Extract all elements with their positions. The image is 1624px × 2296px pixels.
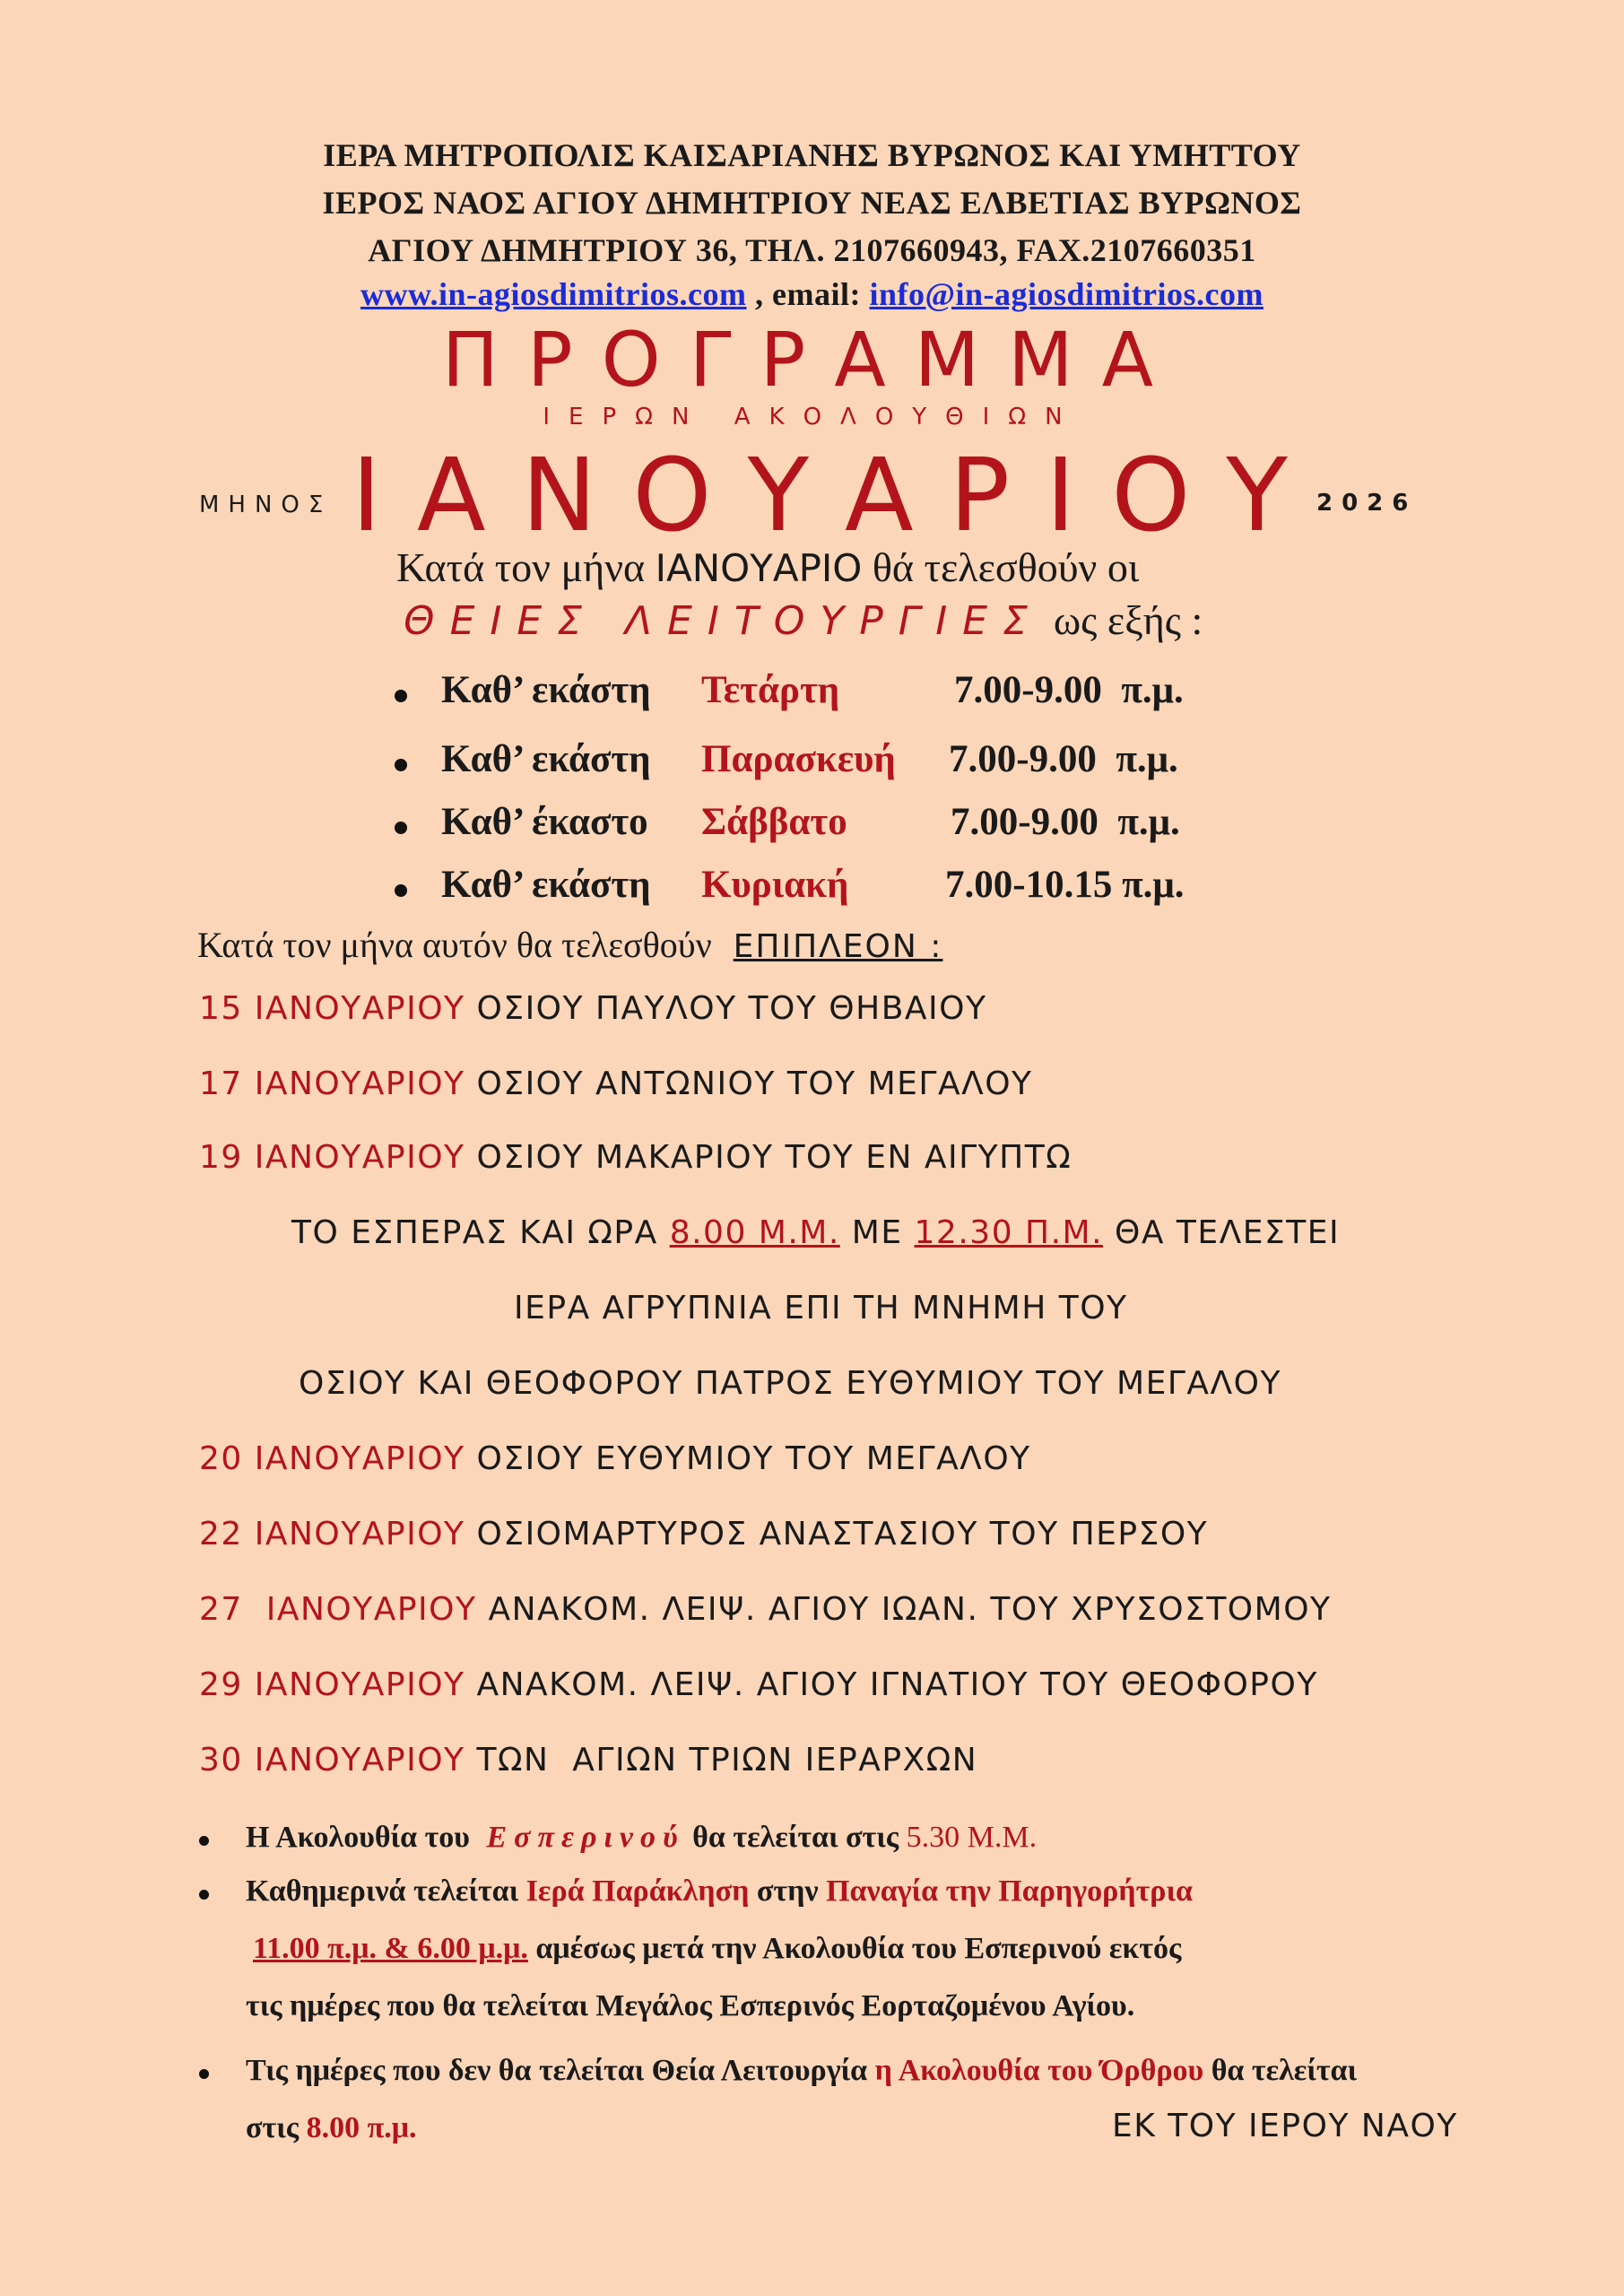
note-1-mid: θα τελείται στις xyxy=(692,1821,899,1854)
schedule-time: 7.00-9.00 π.μ. xyxy=(949,738,1178,780)
feast-row xyxy=(199,990,986,1027)
feast-date: 30 ΙΑΝΟΥΑΡΙΟΥ xyxy=(199,1742,465,1779)
intro-pre: Κατά τον μήνα xyxy=(396,544,646,590)
feast-date: 17 ΙΑΝΟΥΑΡΙΟΥ xyxy=(199,1065,465,1102)
note-1-time: 5.30 Μ.Μ. xyxy=(906,1821,1038,1854)
month-title: ΙΑΝΟΥΑΡΙΟΥ xyxy=(352,438,1324,554)
note-2-l2-post: αμέσως μετά την Ακολουθία του Εσπερινού εκτός xyxy=(535,1932,1182,1965)
note-2-line-2 xyxy=(253,1932,1181,1966)
bullet-icon xyxy=(395,822,407,834)
note-3-pre: Τις ημέρες που δεν θα τελείται Θεία Λειτουργία xyxy=(246,2054,868,2087)
year: 2026 xyxy=(1316,490,1418,517)
feast-row xyxy=(199,1065,1033,1102)
feast-row xyxy=(199,1742,977,1779)
note-3-l2-pre: στις xyxy=(246,2111,300,2144)
note-2-pre: Καθημερινά τελείται xyxy=(246,1874,519,1908)
feast-text: ΑΝΑΚΟΜ. ΛΕΙΨ. ΑΓΙΟΥ ΙΓΝΑΤΙΟΥ ΤΟΥ ΘΕΟΦΟΡΟΥ xyxy=(476,1666,1318,1703)
feast-text: ΟΣΙΟΥ ΜΑΚΑΡΙΟΥ ΤΟΥ ΕΝ ΑΙΓΥΠΤΩ xyxy=(476,1139,1073,1176)
schedule-time: 7.00-9.00 π.μ. xyxy=(954,669,1184,711)
bullet-icon xyxy=(395,759,407,771)
vigil-line-2: ΙΕΡΑ ΑΓΡΥΠΝΙΑ ΕΠΙ ΤΗ ΜΝΗΜΗ ΤΟΥ xyxy=(514,1290,1128,1326)
feast-row xyxy=(199,1516,1208,1552)
website-link[interactable]: www.in-agiosdimitrios.com xyxy=(360,276,747,312)
header-line-1: ΙΕΡΑ ΜΗΤΡΟΠΟΛΙΣ ΚΑΙΣΑΡΙΑΝΗΣ ΒΥΡΩΝΟΣ ΚΑΙ ΥΜΗΤΤΟΥ xyxy=(323,137,1301,173)
feast-date: 27 ΙΑΝΟΥΑΡΙΟΥ xyxy=(199,1591,477,1628)
schedule-day: Σάββατο xyxy=(701,801,847,843)
feast-text: ΟΣΙΟΥ ΑΝΤΩΝΙΟΥ ΤΟΥ ΜΕΓΑΛΟΥ xyxy=(476,1065,1033,1102)
vigil-post: ΘΑ ΤΕΛΕΣΤΕΙ xyxy=(1115,1214,1341,1251)
intro-month: ΙΑΝΟΥΑΡΙΟ xyxy=(655,546,863,590)
contact-line xyxy=(0,275,1624,313)
note-3-red: η Ακολουθία του Όρθρου xyxy=(874,2054,1204,2087)
feast-text: ΤΩΝ ΑΓΙΩΝ ΤΡΙΩΝ ΙΕΡΑΡΧΩΝ xyxy=(476,1742,978,1779)
schedule-time: 7.00-9.00 π.μ. xyxy=(951,801,1180,843)
note-2-red-1: Ιερά Παράκληση xyxy=(525,1874,750,1908)
schedule-time: 7.00-10.15 π.μ. xyxy=(945,864,1185,906)
liturgies-title: ΘΕΙΕΣ ΛΕΙΤΟΥΡΓΙΕΣ xyxy=(404,598,1043,644)
feast-date: 29 ΙΑΝΟΥΑΡΙΟΥ xyxy=(199,1666,465,1703)
note-2-mid: στην xyxy=(756,1874,819,1908)
intro-post: θά τελεσθούν οι xyxy=(872,544,1140,590)
vigil-line-1 xyxy=(291,1214,1340,1251)
note-1 xyxy=(199,1821,1571,1855)
schedule-day: Παρασκευή xyxy=(701,738,896,780)
signature: ΕΚ ΤΟΥ ΙΕΡΟΥ ΝΑΟΥ xyxy=(1112,2108,1458,2144)
feast-date: 20 ΙΑΝΟΥΑΡΙΟΥ xyxy=(199,1440,465,1477)
note-2-red-2: Παναγία την Παρηγορήτρια xyxy=(826,1874,1193,1908)
note-2-line-3: τις ημέρες που θα τελείται Μεγάλος Εσπερινός Εορταζομένου Αγίου. xyxy=(246,1989,1135,2022)
vigil-mid: ΜΕ xyxy=(851,1214,903,1251)
header-line-3: ΑΓΙΟΥ ΔΗΜΗΤΡΙΟΥ 36, ΤΗΛ. 2107660943, FAX.2107660351 xyxy=(368,232,1256,268)
feast-text: ΟΣΙΟΜΑΡΤΥΡΟΣ ΑΝΑΣΤΑΣΙΟΥ ΤΟΥ ΠΕΡΣΟΥ xyxy=(476,1516,1209,1552)
additional-line xyxy=(197,924,942,966)
note-3-post: θα τελείται xyxy=(1211,2054,1358,2087)
note-1-pre: Η Ακολουθία του xyxy=(246,1821,470,1854)
feast-row xyxy=(199,1666,1318,1703)
page-subtitle: ΙΕΡΩΝ ΑΚΟΛΟΥΘΙΩΝ xyxy=(543,404,1081,430)
schedule-day: Τετάρτη xyxy=(701,669,840,711)
schedule-prefix: Καθ’ εκάστη xyxy=(441,864,651,906)
feast-date: 22 ΙΑΝΟΥΑΡΙΟΥ xyxy=(199,1516,465,1552)
note-3-line-2 xyxy=(246,2111,416,2145)
note-3 xyxy=(199,2054,1598,2088)
bullet-icon xyxy=(395,690,407,702)
feast-date: 15 ΙΑΝΟΥΑΡΙΟΥ xyxy=(199,990,465,1027)
intro-line xyxy=(396,544,1139,591)
bullet-icon xyxy=(199,2069,209,2079)
feast-row xyxy=(199,1139,1072,1176)
additional-highlight: ΕΠΙΠΛΕΟΝ : xyxy=(733,928,943,965)
note-1-red: Εσπερινού xyxy=(486,1821,685,1854)
page-title: ΠΡΟΓΡΑΜΜΑ xyxy=(441,316,1183,404)
vigil-line-3: ΟΣΙΟΥ ΚΑΙ ΘΕΟΦΟΡΟΥ ΠΑΤΡΟΣ ΕΥΘΥΜΙΟΥ ΤΟΥ ΜΕΓΑΛΟΥ xyxy=(299,1365,1281,1402)
note-3-time: 8.00 π.μ. xyxy=(306,2111,417,2144)
liturgies-suffix: ως εξής : xyxy=(1053,597,1203,643)
schedule-prefix: Καθ’ έκαστο xyxy=(441,801,648,843)
feast-date: 19 ΙΑΝΟΥΑΡΙΟΥ xyxy=(199,1139,465,1176)
header-line-2: ΙΕΡΟΣ ΝΑΟΣ ΑΓΙΟΥ ΔΗΜΗΤΡΙΟΥ ΝΕΑΣ ΕΛΒΕΤΙΑΣ ΒΥΡΩΝΟΣ xyxy=(322,185,1302,221)
schedule-prefix: Καθ’ εκάστη xyxy=(441,669,651,711)
bullet-icon xyxy=(199,1890,209,1900)
feast-text: ΟΣΙΟΥ ΠΑΥΛΟΥ ΤΟΥ ΘΗΒΑΙΟΥ xyxy=(476,990,987,1027)
schedule-prefix: Καθ’ εκάστη xyxy=(441,738,651,780)
vigil-time-1: 8.00 Μ.Μ. xyxy=(669,1214,840,1251)
email-label: , email: xyxy=(755,276,861,312)
vigil-time-2: 12.30 Π.Μ. xyxy=(914,1214,1104,1251)
note-2 xyxy=(199,1874,1571,1909)
schedule-day: Κυριακή xyxy=(701,864,849,906)
feast-text: ΑΝΑΚΟΜ. ΛΕΙΨ. ΑΓΙΟΥ ΙΩΑΝ. ΤΟΥ ΧΡΥΣΟΣΤΟΜΟΥ xyxy=(488,1591,1332,1628)
bullet-icon xyxy=(395,884,407,897)
vigil-pre: ΤΟ ΕΣΠΕΡΑΣ ΚΑΙ ΩΡΑ xyxy=(291,1214,658,1251)
email-link[interactable]: info@in-agiosdimitrios.com xyxy=(869,276,1264,312)
feast-row xyxy=(199,1591,1332,1628)
feast-text: ΟΣΙΟΥ ΕΥΘΥΜΙΟΥ ΤΟΥ ΜΕΓΑΛΟΥ xyxy=(476,1440,1031,1477)
feast-row xyxy=(199,1440,1031,1477)
note-2-time: 11.00 π.μ. & 6.00 μ.μ. xyxy=(253,1932,528,1965)
bullet-icon xyxy=(199,1836,209,1846)
liturgies-line xyxy=(404,596,1203,644)
month-label: ΜΗΝΟΣ xyxy=(199,491,333,518)
additional-text: Κατά τον μήνα αυτόν θα τελεσθούν xyxy=(197,925,712,965)
